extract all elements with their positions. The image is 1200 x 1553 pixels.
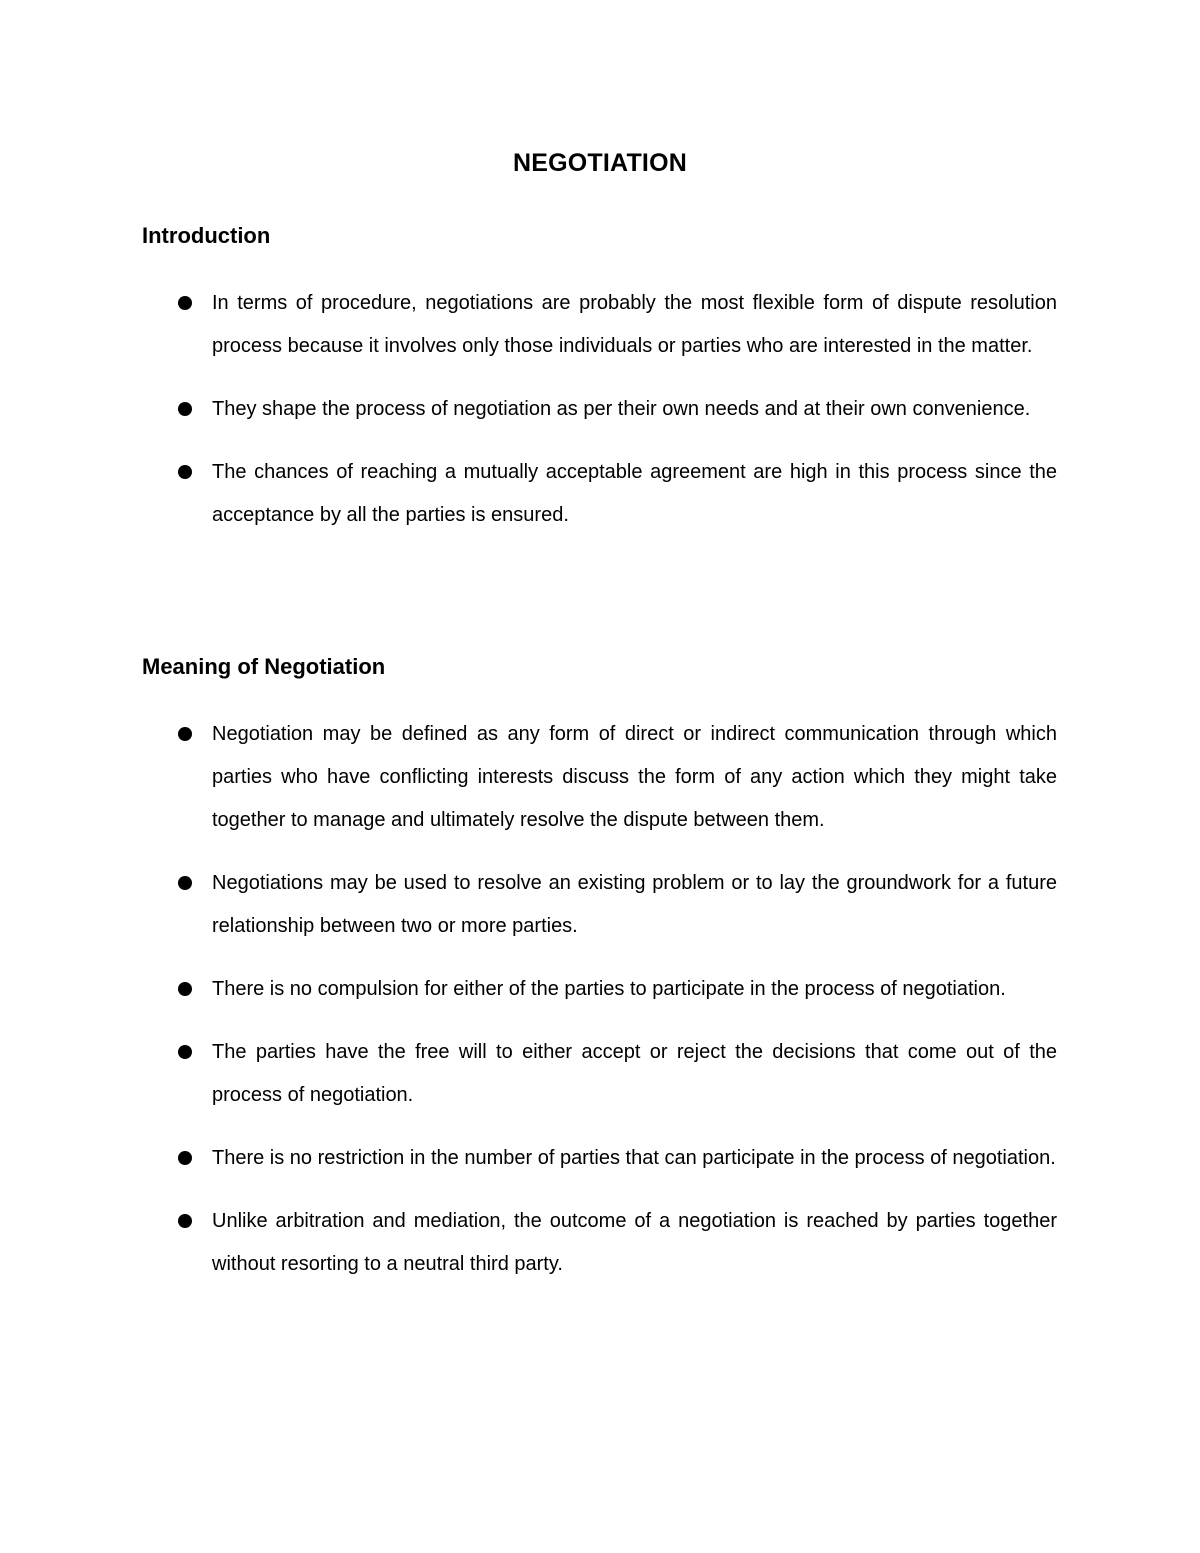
document-title: NEGOTIATION	[513, 149, 687, 177]
bullet-text: They shape the process of negotiation as per their own needs and at their own convenience.	[212, 398, 1031, 420]
bullet-text: The chances of reaching a mutually acceptable agreement are high in this process since the acceptance by all the parties is ensured.	[212, 461, 1057, 526]
bullet-text: Negotiation may be defined as any form of direct or indirect communication through which parties who have conflicting interests discuss the form of any action which they might take together to manage and ultimately resolve the dispute between them.	[212, 723, 1057, 831]
bullet-icon	[178, 465, 192, 479]
list-item	[0, 1137, 1057, 1180]
bullet-text: In terms of procedure, negotiations are probably the most flexible form of dispute resolution process because it involves only those individuals or parties who are interested in the matter.	[212, 292, 1057, 357]
bullet-text: There is no compulsion for either of the parties to participate in the process of negotiation.	[212, 978, 1006, 1000]
section-heading-meaning-of-negotiation: Meaning of Negotiation	[142, 654, 386, 679]
bullet-icon	[178, 402, 192, 416]
section-heading-introduction: Introduction	[142, 223, 271, 248]
bullet-text: Unlike arbitration and mediation, the outcome of a negotiation is reached by parties together without resorting to a neutral third party.	[212, 1210, 1057, 1275]
bullet-text: The parties have the free will to either accept or reject the decisions that come out of the process of negotiation.	[212, 1041, 1057, 1106]
bullet-icon	[178, 1151, 192, 1165]
list-item	[0, 862, 1057, 948]
list-item	[0, 968, 1057, 1011]
list-item	[0, 1031, 1057, 1117]
introduction-bullet-list	[0, 282, 1200, 557]
bullet-text: There is no restriction in the number of parties that can participate in the process of negotiation.	[212, 1147, 1056, 1169]
bullet-icon	[178, 876, 192, 890]
bullet-icon	[178, 982, 192, 996]
bullet-icon	[178, 1214, 192, 1228]
bullet-icon	[178, 296, 192, 310]
list-item	[0, 1200, 1057, 1286]
bullet-icon	[178, 1045, 192, 1059]
list-item	[0, 388, 1057, 431]
bullet-text: Negotiations may be used to resolve an existing problem or to lay the groundwork for a future relationship between two or more parties.	[212, 872, 1057, 937]
list-item	[0, 713, 1057, 842]
list-item	[0, 451, 1057, 537]
meaning-bullet-list	[0, 713, 1200, 1306]
list-item	[0, 282, 1057, 368]
bullet-icon	[178, 727, 192, 741]
